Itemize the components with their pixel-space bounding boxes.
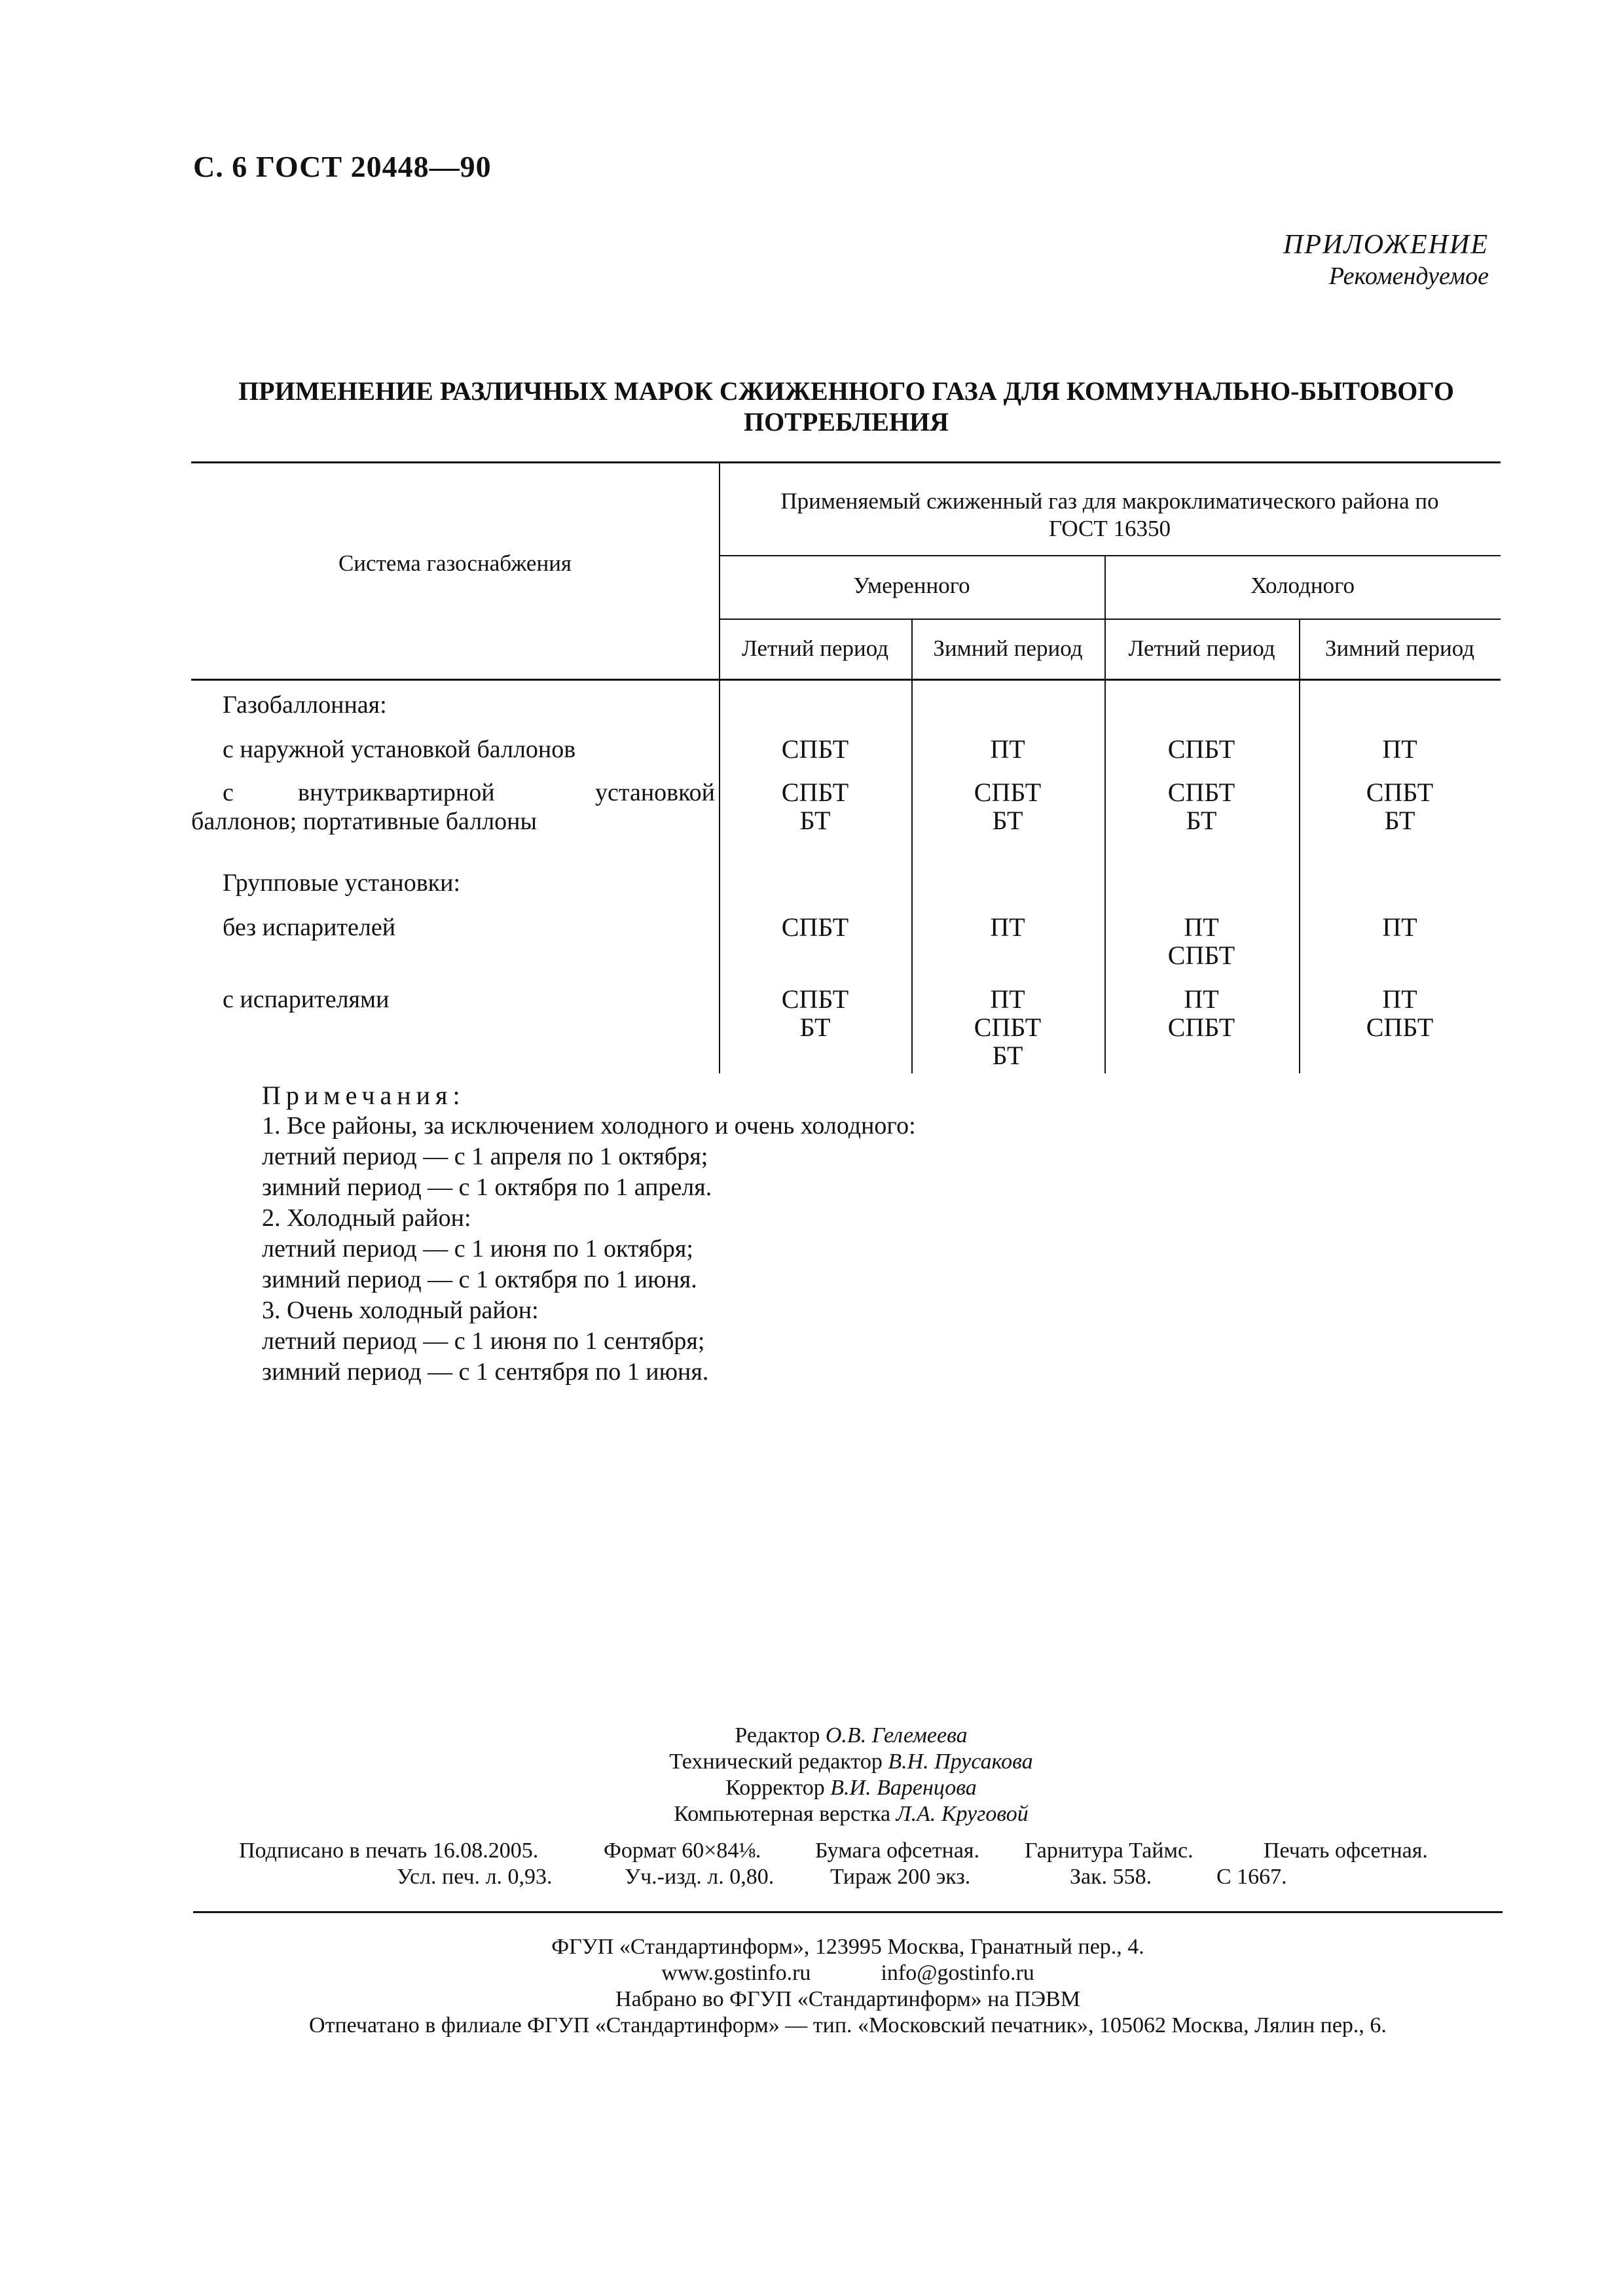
row-indoor-label-w3: установкой xyxy=(595,779,715,806)
header-system: Система газоснабжения xyxy=(338,550,572,576)
pub-acc-sheets: Уч.-изд. л. 0,80. xyxy=(625,1865,775,1889)
note-line: зимний период — с 1 октября по 1 июня. xyxy=(262,1266,697,1293)
cell-indoor-4-b: БТ xyxy=(1384,806,1415,835)
footer-printed: Отпечатано в филиале ФГУП «Стандартинформ» — тип. «Московский печатник», 105062 Москва, Лялин пер., 6. xyxy=(309,2013,1387,2037)
page-header: С. 6 ГОСТ 20448—90 xyxy=(193,150,492,183)
cell-indoor-1-a: СПБТ xyxy=(781,778,849,807)
credit-tech-editor: Технический редактор В.Н. Прусакова xyxy=(669,1749,1033,1774)
cell-indoor-2-a: СПБТ xyxy=(974,778,1042,807)
pub-print: Печать офсетная. xyxy=(1264,1839,1428,1863)
header-group-line-1: Применяемый сжиженный газ для макроклиматического района по xyxy=(780,488,1439,514)
title-line-2: ПОТРЕБЛЕНИЯ xyxy=(743,407,949,437)
header-cold: Холодного xyxy=(1250,573,1355,598)
pub-typeface: Гарнитура Таймс. xyxy=(1025,1839,1194,1863)
footer-typeset: Набрано во ФГУП «Стандартинформ» на ПЭВМ xyxy=(615,1987,1080,2011)
pub-run: Тираж 200 экз. xyxy=(830,1865,971,1889)
cell-evap-1-b: БТ xyxy=(799,1013,831,1042)
note-line: летний период — с 1 июня по 1 сентября; xyxy=(262,1327,705,1355)
cell-indoor-2 xyxy=(942,778,1073,834)
title-line-1: ПРИМЕНЕНИЕ РАЗЛИЧНЫХ МАРОК СЖИЖЕННОГО ГАЗА ДЛЯ КОММУНАЛЬНО-БЫТОВОГО xyxy=(238,376,1454,406)
note-line: 3. Очень холодный район: xyxy=(262,1297,539,1324)
note-line: зимний период — с 1 сентября по 1 июня. xyxy=(262,1358,709,1386)
cell-evap-3-a: ПТ xyxy=(1184,984,1219,1014)
cell-indoor-2-b: БТ xyxy=(992,806,1023,835)
header-moderate: Умеренного xyxy=(853,573,970,598)
cell-indoor-3 xyxy=(1136,778,1267,834)
note-line: 1. Все районы, за исключением холодного и очень холодного: xyxy=(262,1112,916,1139)
cell-no-evap-2 xyxy=(942,913,1073,941)
footer-contacts xyxy=(193,1960,1503,1986)
cell-evap-4 xyxy=(1334,985,1465,1041)
appendix-kind: Рекомендуемое xyxy=(1328,262,1489,290)
header-moderate-summer: Летний период xyxy=(741,636,889,661)
footer-rule xyxy=(193,1911,1503,1913)
header-group-line-2: ГОСТ 16350 xyxy=(1048,516,1171,541)
footer-publisher: ФГУП «Стандартинформ», 123995 Москва, Гранатный пер., 4. xyxy=(551,1935,1144,1959)
row-outdoor-label: с наружной установкой баллонов xyxy=(223,736,576,763)
header-cold-summer: Летний период xyxy=(1128,636,1275,661)
cell-outdoor-1: СПБТ xyxy=(781,734,849,764)
imprint-credits xyxy=(458,1723,1244,1827)
cell-no-evap-2-a: ПТ xyxy=(990,912,1025,942)
appendix-title: ПРИЛОЖЕНИЕ xyxy=(1283,230,1489,260)
cell-no-evap-3-b: СПБТ xyxy=(1167,941,1235,970)
row-evap-label: с испарителями xyxy=(223,986,390,1013)
cell-evap-2-a: ПТ xyxy=(990,984,1025,1014)
cell-no-evap-3 xyxy=(1136,913,1267,969)
section-group: Групповые установки: xyxy=(223,869,461,897)
header-cold-winter: Зимний период xyxy=(1324,636,1475,661)
cell-indoor-1 xyxy=(750,778,881,834)
gas-table xyxy=(191,461,1501,1077)
cell-evap-2-c: БТ xyxy=(992,1041,1023,1070)
footer-site[interactable]: www.gostinfo.ru xyxy=(661,1961,811,1985)
row-indoor-label-w2: внутриквартирной xyxy=(298,779,495,806)
cell-indoor-3-a: СПБТ xyxy=(1167,778,1235,807)
pub-paper: Бумага офсетная. xyxy=(815,1839,980,1863)
document-title xyxy=(193,376,1499,437)
cell-indoor-3-b: БТ xyxy=(1186,806,1217,835)
pub-sheets: Усл. печ. л. 0,93. xyxy=(397,1865,553,1889)
pub-format: Формат 60×84⅛. xyxy=(604,1839,761,1863)
cell-evap-2-b: СПБТ xyxy=(974,1013,1042,1042)
note-line: 2. Холодный район: xyxy=(262,1204,471,1232)
cell-no-evap-1-a: СПБТ xyxy=(781,912,849,942)
cell-evap-3-b: СПБТ xyxy=(1167,1013,1235,1042)
table-vline-3 xyxy=(1104,555,1106,1073)
pub-row-1 xyxy=(239,1838,538,1864)
footer-email[interactable]: info@gostinfo.ru xyxy=(881,1961,1034,1985)
cell-evap-4-b: СПБТ xyxy=(1366,1013,1434,1042)
row-indoor-label-line-2: баллонов; портативные баллоны xyxy=(191,808,538,835)
cell-indoor-4 xyxy=(1334,778,1465,834)
cell-outdoor-3: СПБТ xyxy=(1167,734,1235,764)
table-vline-2 xyxy=(911,619,913,1073)
pub-code: С 1667. xyxy=(1216,1865,1287,1889)
pub-order: Зак. 558. xyxy=(1070,1865,1152,1889)
cell-evap-3 xyxy=(1136,985,1267,1041)
cell-evap-1-a: СПБТ xyxy=(781,984,849,1014)
header-group xyxy=(719,488,1501,543)
credit-corrector: Корректор В.И. Варенцова xyxy=(725,1776,977,1800)
table-header-bottom-rule xyxy=(191,679,1501,681)
header-moderate-winter: Зимний период xyxy=(933,636,1083,661)
note-line: летний период — с 1 июня по 1 октября; xyxy=(262,1235,693,1263)
row-indoor-label xyxy=(191,778,715,836)
credit-layout: Компьютерная верстка Л.А. Круговой xyxy=(674,1802,1029,1826)
cell-indoor-4-a: СПБТ xyxy=(1366,778,1434,807)
footer xyxy=(193,1934,1503,2039)
cell-no-evap-1 xyxy=(750,913,881,941)
pub-signed: Подписано в печать 16.08.2005. xyxy=(239,1839,539,1863)
table-hline-group xyxy=(719,555,1501,556)
cell-evap-2 xyxy=(942,985,1073,1069)
cell-no-evap-4 xyxy=(1334,913,1465,941)
section-cylinder: Газобаллонная: xyxy=(223,691,387,719)
row-no-evap-label: без испарителей xyxy=(223,914,396,941)
note-line: зимний период — с 1 октября по 1 апреля. xyxy=(262,1174,712,1201)
cell-evap-1 xyxy=(750,985,881,1041)
cell-evap-4-a: ПТ xyxy=(1382,984,1417,1014)
notes xyxy=(262,1080,916,1388)
table-top-rule xyxy=(191,461,1501,463)
appendix-label xyxy=(1283,229,1489,291)
cell-no-evap-4-a: ПТ xyxy=(1382,912,1417,942)
cell-outdoor-4: ПТ xyxy=(1382,734,1417,764)
note-line: летний период — с 1 апреля по 1 октября; xyxy=(262,1143,708,1170)
credit-editor: Редактор О.В. Гелемеева xyxy=(735,1723,968,1748)
notes-title: Примечания: xyxy=(262,1081,465,1110)
table-vline-1 xyxy=(719,461,720,1073)
cell-indoor-1-b: БТ xyxy=(799,806,831,835)
row-indoor-label-w1: с xyxy=(223,779,234,806)
cell-no-evap-3-a: ПТ xyxy=(1184,912,1219,942)
table-hline-region xyxy=(719,619,1501,620)
table-vline-4 xyxy=(1299,619,1300,1073)
cell-outdoor-2: ПТ xyxy=(990,734,1025,764)
